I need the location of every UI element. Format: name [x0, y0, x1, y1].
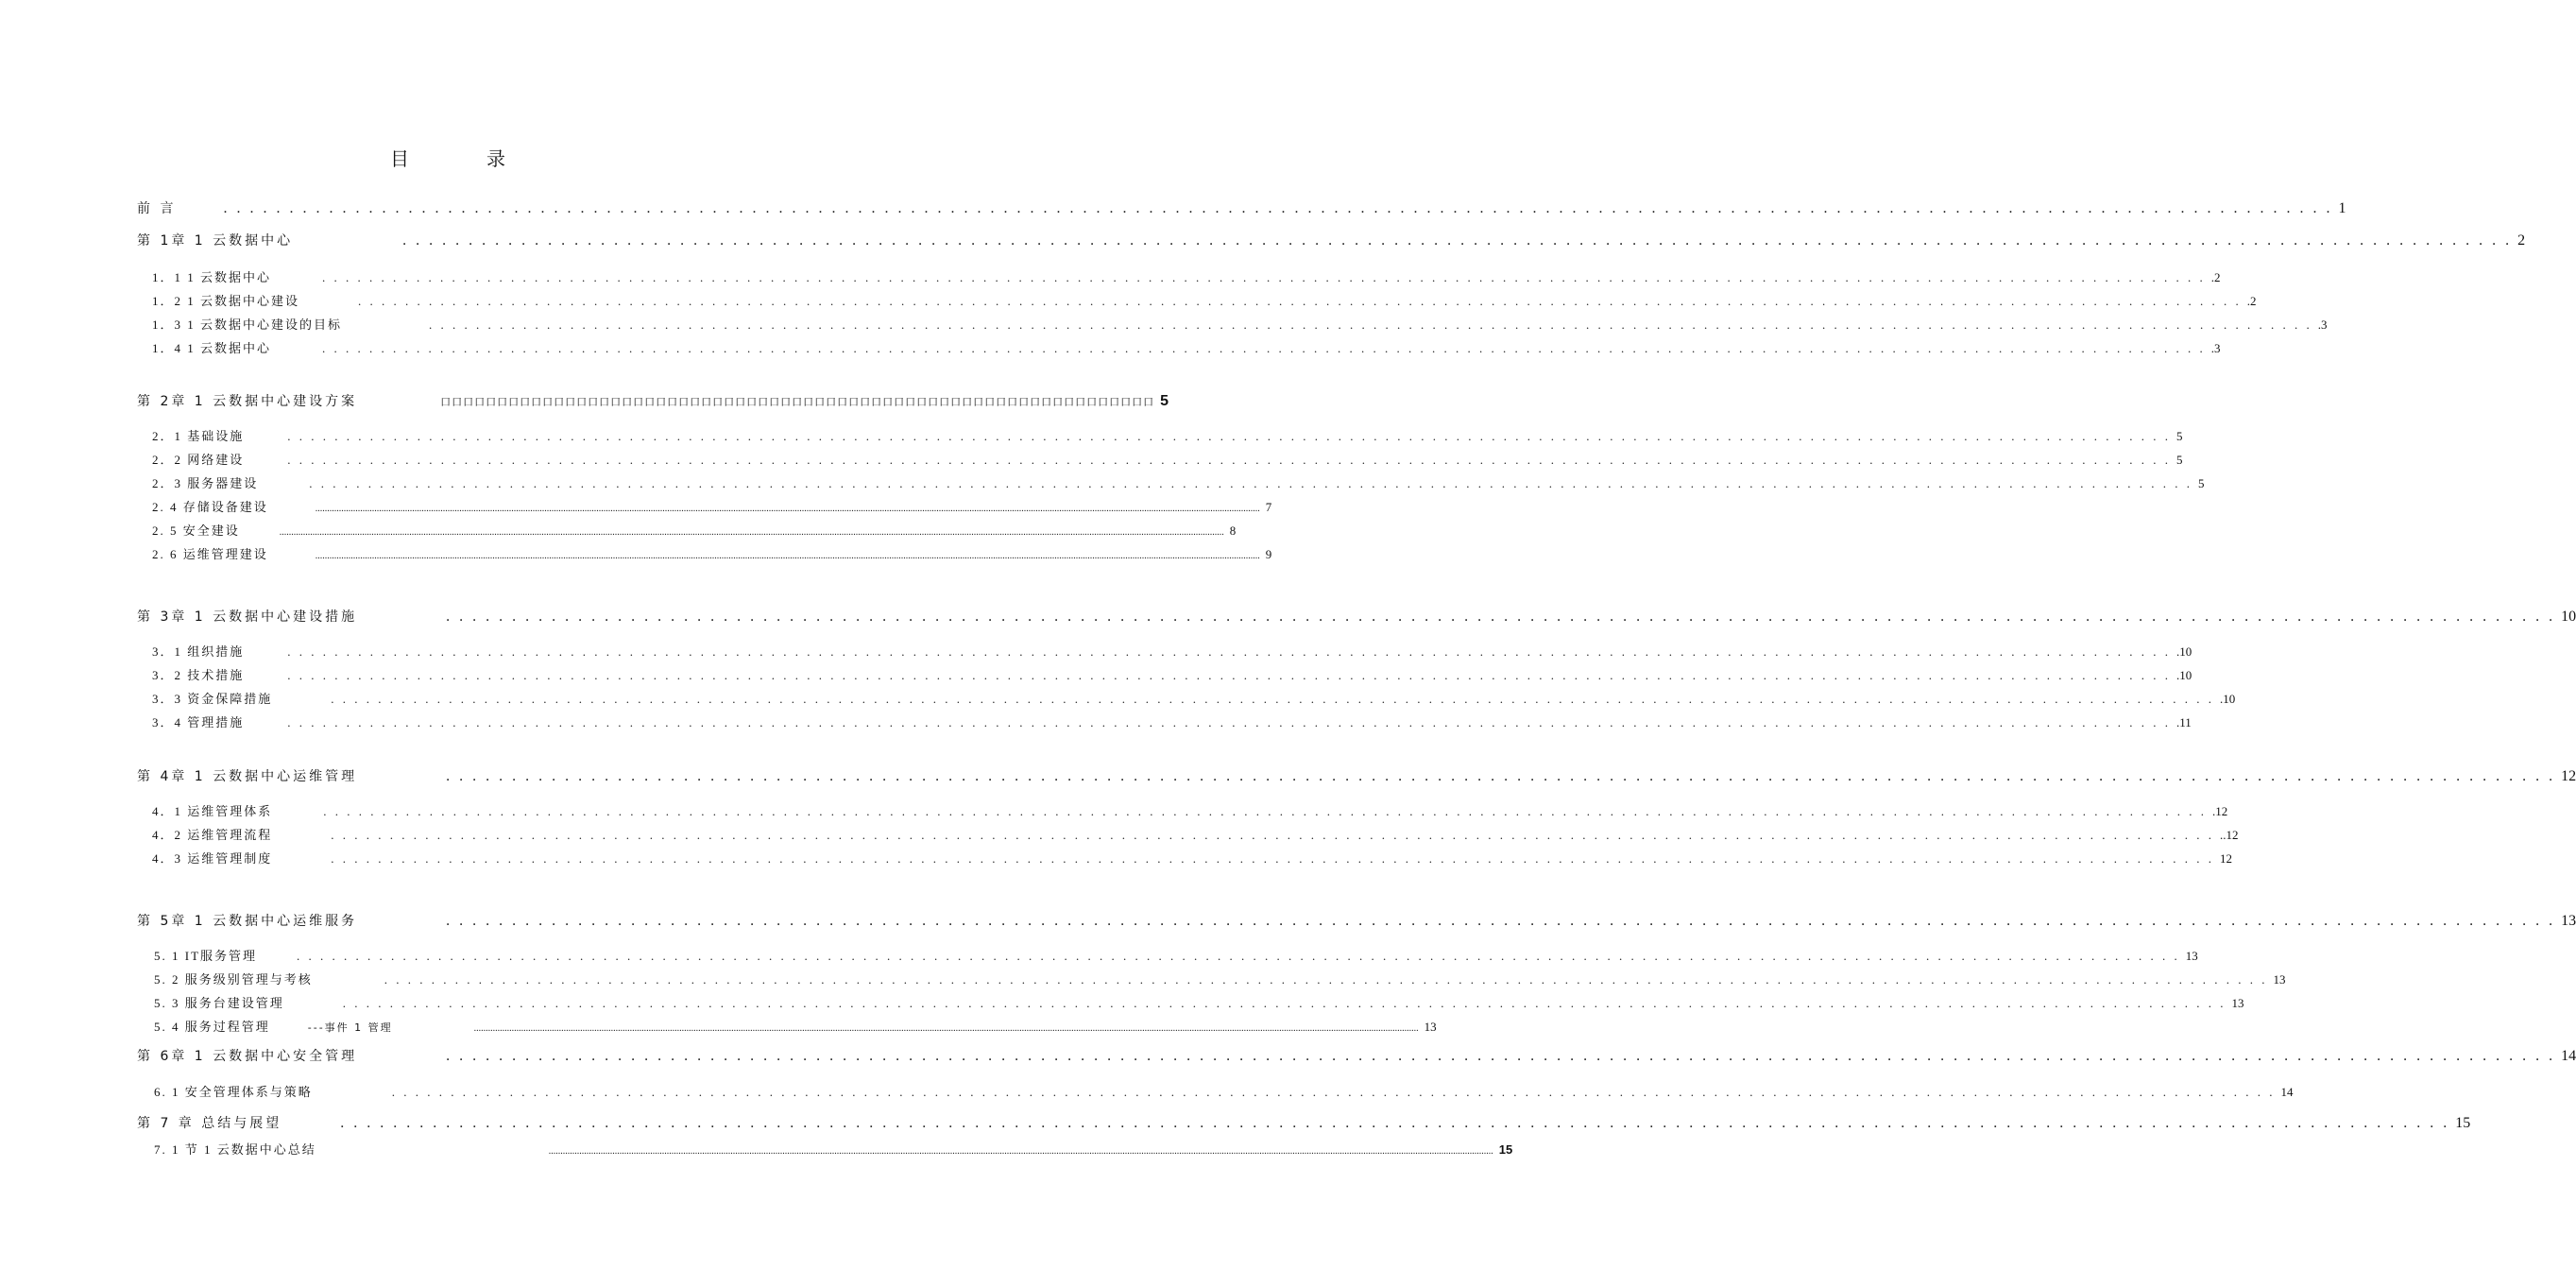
- toc-page-number: .2: [2246, 294, 2257, 308]
- toc-page-number: 13: [2231, 996, 2244, 1010]
- toc-section-entry[interactable]: [152, 825, 2239, 843]
- toc-section-entry[interactable]: [154, 1017, 1437, 1035]
- toc-leader-dots: 口口口口口口口口口口口口口口口口口口口口口口口口口口口口口口口口口口口口口口口口口口口口口口口口口口口口口口口口口口口口口口口: [440, 397, 1155, 408]
- toc-page-number: 5: [1160, 393, 1169, 409]
- toc-entry-label: 2. 5 安全建设: [152, 523, 240, 538]
- toc-entry-label: 4．3 运维管理制度: [152, 851, 273, 866]
- toc-page-number: 15: [1498, 1142, 1513, 1157]
- toc-leader-dots: ................................................................................................................................................................................................................................................................................................................................................................................................................: [473, 1023, 1419, 1034]
- toc-entry-label: 2．1 基础设施: [152, 429, 245, 443]
- toc-leader-dots: . . . . . . . . . . . . . . . . . . . . . . . . . . . . . . . . . . . . . . . . . . . . . . . . . . . . . . . . . . . . . . . . . . . . . . . . . . . . . . . . . . . . . . . . . . . . . . . . . . . . . . . . . . . . . . . . . . . . . . . . . . . . . . . . . . . . . . . . . . . . . . . . . . . . . . . . . . . . . . . .: [331, 692, 2215, 706]
- toc-entry-sublabel: ---事件 1 管理: [307, 1021, 393, 1034]
- toc-leader-dots: ................................................................................................................................................................................................................................................................................................................................................................................................................: [315, 551, 1260, 561]
- toc-section-entry[interactable]: [152, 801, 2228, 819]
- toc-section-entry[interactable]: [152, 315, 2328, 333]
- toc-entry-label: 6. 1 安全管理体系与策略: [154, 1085, 313, 1099]
- toc-leader-dots: ................................................................................................................................................................................................................................................................................................................................................................................................................: [548, 1146, 1493, 1157]
- toc-page-number: 5: [2176, 429, 2183, 443]
- toc-section-entry[interactable]: [152, 849, 2233, 867]
- toc-page-number: 14: [2280, 1085, 2294, 1099]
- toc-leader-dots: . . . . . . . . . . . . . . . . . . . . . . . . . . . . . . . . . . . . . . . . . . . . . . . . . . . . . . . . . . . . . . . . . . . . . . . . . . . . . . . . . . . . . . . . . . . . . . . . . . . . . . . . . . . . . . . . . . . . . . . . . . . . . . . . . . . . . . . . . . . . . . . . . . . . . . . . . . . . . . . .: [429, 318, 2312, 332]
- toc-page-number: 9: [1265, 547, 1272, 561]
- toc-section-entry[interactable]: [152, 689, 2236, 707]
- toc-leader-dots: ................................................................................................................................................................................................................................................................................................................................................................................................................: [279, 527, 1224, 538]
- toc-leader-dots: . . . . . . . . . . . . . . . . . . . . . . . . . . . . . . . . . . . . . . . . . . . . . . . . . . . . . . . . . . . . . . . . . . . . . . . . . . . . . . . . . . . . . . . . . . . . . . . . . . . . . . . . . . . . . . . . . . . . . . . . . . . . . . . . . . . . . . . . . . . . . . . . . . . . . . . . . . . . . . . .: [287, 715, 2172, 729]
- toc-section-entry[interactable]: [152, 665, 2192, 683]
- toc-entry-label: 4．1 运维管理体系: [152, 804, 273, 818]
- toc-entry-label: 前 言: [137, 201, 177, 216]
- toc-entry-label: 第 1章 1 云数据中心: [137, 233, 294, 249]
- toc-section-entry[interactable]: [154, 946, 2198, 964]
- toc-entry-label: 3．4 管理措施: [152, 715, 245, 729]
- toc-page-number: 12: [2561, 768, 2576, 784]
- toc-section-entry[interactable]: [152, 473, 2205, 491]
- toc-page-number: 7: [1265, 500, 1272, 514]
- toc-entry-label: 第 2章 1 云数据中心建设方案: [137, 394, 358, 409]
- toc-leader-dots: . . . . . . . . . . . . . . . . . . . . . . . . . . . . . . . . . . . . . . . . . . . . . . . . . . . . . . . . . . . . . . . . . . . . . . . . . . . . . . . . . . . . . . . . . . . . . . . . . . . . . . . . . . . . . . . . . . . . . . . . . . . . . . . . . . . . . . . . . . . . . . . . . . . . . . . . . . . . . . . .: [322, 341, 2206, 355]
- toc-entry-label: 第 4章 1 云数据中心运维管理: [137, 769, 358, 784]
- toc-page-number: .2: [2210, 270, 2221, 284]
- toc-entry-label: 4．2 运维管理流程: [152, 828, 273, 842]
- toc-page-number: 12: [2220, 851, 2233, 866]
- toc-entry-label: 3．2 技术措施: [152, 668, 245, 682]
- toc-section-entry[interactable]: [152, 544, 1272, 562]
- toc-entry-label: 1．3 1 云数据中心建设的目标: [152, 318, 343, 332]
- toc-entry-label: 3．1 组织措施: [152, 644, 245, 659]
- toc-leader-dots: . . . . . . . . . . . . . . . . . . . . . . . . . . . . . . . . . . . . . . . . . . . . . . . . . . . . . . . . . . . . . . . . . . . . . . . . . . . . . . . . . . . . . . . . . . . . . . . . . . . . . . . . . . . . . . . . . . . . . . . . . . . . . . . . . . . . . . . . . . . . . . . . . . . . . . . . . . . . . . . .: [340, 1115, 2450, 1131]
- toc-leader-dots: . . . . . . . . . . . . . . . . . . . . . . . . . . . . . . . . . . . . . . . . . . . . . . . . . . . . . . . . . . . . . . . . . . . . . . . . . . . . . . . . . . . . . . . . . . . . . . . . . . . . . . . . . . . . . . . . . . . . . . . . . . . . . . . . . . . . . . . . . . . . . . . . . . . . . . . . . . . . . . . .: [342, 996, 2226, 1010]
- toc-section-entry[interactable]: [152, 521, 1237, 539]
- toc-leader-dots: . . . . . . . . . . . . . . . . . . . . . . . . . . . . . . . . . . . . . . . . . . . . . . . . . . . . . . . . . . . . . . . . . . . . . . . . . . . . . . . . . . . . . . . . . . . . . . . . . . . . . . . . . . . . . . . . . . . . . . . . . . . . . . . . . . . . . . . . . . . . . . . . . . . . . . . . . . . . . . . .: [287, 429, 2172, 443]
- toc-leader-dots: . . . . . . . . . . . . . . . . . . . . . . . . . . . . . . . . . . . . . . . . . . . . . . . . . . . . . . . . . . . . . . . . . . . . . . . . . . . . . . . . . . . . . . . . . . . . . . . . . . . . . . . . . . . . . . . . . . . . . . . . . . . . . . . . . . . . . . . . . . . . . . . . . . . . . . . . . . . . . . . .: [358, 294, 2242, 308]
- toc-entry-label: 1．4 1 云数据中心: [152, 341, 272, 355]
- toc-page-number: 8: [1229, 523, 1237, 538]
- toc-page-number: 13: [1424, 1020, 1437, 1034]
- toc-page-number: .11: [2176, 715, 2192, 729]
- toc-leader-dots: . . . . . . . . . . . . . . . . . . . . . . . . . . . . . . . . . . . . . . . . . . . . . . . . . . . . . . . . . . . . . . . . . . . . . . . . . . . . . . . . . . . . . . . . . . . . . . . . . . . . . . . . . . . . . . . . . . . . . . . . . . . . . . . . . . . . . . . . . . . . . . . . . . . . . . . . . . . . . . . .: [309, 476, 2193, 490]
- toc-section-entry[interactable]: [154, 993, 2244, 1011]
- toc-leader-dots: . . . . . . . . . . . . . . . . . . . . . . . . . . . . . . . . . . . . . . . . . . . . . . . . . . . . . . . . . . . . . . . . . . . . . . . . . . . . . . . . . . . . . . . . . . . . . . . . . . . . . . . . . . . . . . . . . . . . . . . . . . . . . . . . . . . . . . . . . . . . . . . . . . . . . . . . . . . . . . . .: [446, 609, 2556, 625]
- toc-entry-label: 第 3章 1 云数据中心建设措施: [137, 609, 358, 625]
- toc-leader-dots: ................................................................................................................................................................................................................................................................................................................................................................................................................: [315, 504, 1260, 514]
- toc-page-number: ..12: [2220, 828, 2239, 842]
- toc-page-number: .3: [2210, 341, 2221, 355]
- toc-page-number: 13: [2561, 913, 2576, 929]
- toc-page-number: 13: [2185, 949, 2198, 963]
- toc-entry-label: 2. 4 存储设备建设: [152, 500, 268, 514]
- toc-entry-label: 5. 2 服务级别管理与考核: [154, 972, 313, 987]
- toc-page-number: 5: [2176, 453, 2183, 467]
- toc-chapter-entry[interactable]: [137, 911, 2576, 930]
- toc-section-entry[interactable]: [152, 497, 1272, 515]
- toc-entry-label: 2. 6 运维管理建设: [152, 547, 268, 561]
- toc-leader-dots: . . . . . . . . . . . . . . . . . . . . . . . . . . . . . . . . . . . . . . . . . . . . . . . . . . . . . . . . . . . . . . . . . . . . . . . . . . . . . . . . . . . . . . . . . . . . . . . . . . . . . . . . . . . . . . . . . . . . . . . . . . . . . . . . . . . . . . . . . . . . . . . . . . . . . . . . . . . . . . . .: [331, 828, 2215, 842]
- toc-entry-label: 3．3 资金保障措施: [152, 692, 273, 706]
- toc-chapter-entry[interactable]: [137, 391, 1169, 410]
- toc-entry-label: 7. 1 节 1 云数据中心总结: [154, 1142, 316, 1157]
- toc-page-number: .10: [2176, 668, 2192, 682]
- toc-page-number: 10: [2561, 609, 2576, 625]
- toc-entry-label: 5. 4 服务过程管理: [154, 1020, 270, 1034]
- toc-section-entry[interactable]: [154, 1082, 2294, 1100]
- toc-section-entry[interactable]: [152, 426, 2183, 444]
- toc-page-number: .3: [2317, 318, 2328, 332]
- toc-page-number: 1: [2338, 200, 2346, 216]
- toc-entry-label: 2．2 网络建设: [152, 453, 245, 467]
- toc-leader-dots: . . . . . . . . . . . . . . . . . . . . . . . . . . . . . . . . . . . . . . . . . . . . . . . . . . . . . . . . . . . . . . . . . . . . . . . . . . . . . . . . . . . . . . . . . . . . . . . . . . . . . . . . . . . . . . . . . . . . . . . . . . . . . . . . . . . . . . . . . . . . . . . . . . . . . . . . . . . . . . . .: [384, 972, 2268, 987]
- toc-leader-dots: . . . . . . . . . . . . . . . . . . . . . . . . . . . . . . . . . . . . . . . . . . . . . . . . . . . . . . . . . . . . . . . . . . . . . . . . . . . . . . . . . . . . . . . . . . . . . . . . . . . . . . . . . . . . . . . . . . . . . . . . . . . . . . . . . . . . . . . . . . . . . . . . . . . . . . . . . . . . . . . .: [391, 1085, 2276, 1099]
- toc-entry-label: 5. 3 服务台建设管理: [154, 996, 284, 1010]
- toc-section-entry[interactable]: [152, 712, 2192, 730]
- toc-page-number: 5: [2198, 476, 2205, 490]
- toc-leader-dots: . . . . . . . . . . . . . . . . . . . . . . . . . . . . . . . . . . . . . . . . . . . . . . . . . . . . . . . . . . . . . . . . . . . . . . . . . . . . . . . . . . . . . . . . . . . . . . . . . . . . . . . . . . . . . . . . . . . . . . . . . . . . . . . . . . . . . . . . . . . . . . . . . . . . . . . . . . . . . . . .: [322, 270, 2206, 284]
- toc-page-number: 2: [2517, 232, 2526, 249]
- toc-section-entry[interactable]: [152, 450, 2183, 468]
- toc-leader-dots: . . . . . . . . . . . . . . . . . . . . . . . . . . . . . . . . . . . . . . . . . . . . . . . . . . . . . . . . . . . . . . . . . . . . . . . . . . . . . . . . . . . . . . . . . . . . . . . . . . . . . . . . . . . . . . . . . . . . . . . . . . . . . . . . . . . . . . . . . . . . . . . . . . . . . . . . . . . . . . . .: [297, 949, 2180, 963]
- toc-chapter-entry[interactable]: [137, 1046, 2576, 1065]
- toc-chapter-entry[interactable]: [137, 607, 2576, 626]
- toc-entry-label: 5. 1 IT服务管理: [154, 949, 258, 963]
- toc-leader-dots: . . . . . . . . . . . . . . . . . . . . . . . . . . . . . . . . . . . . . . . . . . . . . . . . . . . . . . . . . . . . . . . . . . . . . . . . . . . . . . . . . . . . . . . . . . . . . . . . . . . . . . . . . . . . . . . . . . . . . . . . . . . . . . . . . . . . . . . . . . . . . . . . . . . . . . . . . . . . . . . .: [446, 1048, 2556, 1064]
- toc-leader-dots: . . . . . . . . . . . . . . . . . . . . . . . . . . . . . . . . . . . . . . . . . . . . . . . . . . . . . . . . . . . . . . . . . . . . . . . . . . . . . . . . . . . . . . . . . . . . . . . . . . . . . . . . . . . . . . . . . . . . . . . . . . . . . . . . . . . . . . . . . . . . . . . . . . . . . . . . . . . . . . . .: [331, 851, 2215, 866]
- toc-page-number: .10: [2220, 692, 2236, 706]
- toc-leader-dots: . . . . . . . . . . . . . . . . . . . . . . . . . . . . . . . . . . . . . . . . . . . . . . . . . . . . . . . . . . . . . . . . . . . . . . . . . . . . . . . . . . . . . . . . . . . . . . . . . . . . . . . . . . . . . . . . . . . . . . . . . . . . . . . . . . . . . . . . . . . . . . . . . . . . . . . . . . . . . . . .: [287, 644, 2172, 659]
- toc-entry-label: 第 7 章 总结与展望: [137, 1116, 282, 1131]
- toc-page-number: 15: [2455, 1115, 2471, 1131]
- toc-section-entry[interactable]: [154, 1140, 1513, 1158]
- toc-leader-dots: . . . . . . . . . . . . . . . . . . . . . . . . . . . . . . . . . . . . . . . . . . . . . . . . . . . . . . . . . . . . . . . . . . . . . . . . . . . . . . . . . . . . . . . . . . . . . . . . . . . . . . . . . . . . . . . . . . . . . . . . . . . . . . . . . . . . . . . . . . . . . . . . . . . . . . . . . . . . . . . .: [446, 913, 2556, 929]
- toc-title: [0, 144, 897, 171]
- toc-entry-label: 1．2 1 云数据中心建设: [152, 294, 300, 308]
- toc-title-left: 目: [390, 149, 411, 170]
- toc-entry-label: 第 5章 1 云数据中心运维服务: [137, 914, 358, 929]
- toc-leader-dots: . . . . . . . . . . . . . . . . . . . . . . . . . . . . . . . . . . . . . . . . . . . . . . . . . . . . . . . . . . . . . . . . . . . . . . . . . . . . . . . . . . . . . . . . . . . . . . . . . . . . . . . . . . . . . . . . . . . . . . . . . . . . . . . . . . . . . . . . . . . . . . . . . . . . . . . . . . . . . . . .: [223, 200, 2333, 216]
- toc-section-entry[interactable]: [152, 642, 2192, 660]
- toc-leader-dots: . . . . . . . . . . . . . . . . . . . . . . . . . . . . . . . . . . . . . . . . . . . . . . . . . . . . . . . . . . . . . . . . . . . . . . . . . . . . . . . . . . . . . . . . . . . . . . . . . . . . . . . . . . . . . . . . . . . . . . . . . . . . . . . . . . . . . . . . . . . . . . . . . . . . . . . . . . . . . . . .: [402, 232, 2513, 249]
- toc-entry-label: 第 6章 1 云数据中心安全管理: [137, 1049, 358, 1064]
- toc-leader-dots: . . . . . . . . . . . . . . . . . . . . . . . . . . . . . . . . . . . . . . . . . . . . . . . . . . . . . . . . . . . . . . . . . . . . . . . . . . . . . . . . . . . . . . . . . . . . . . . . . . . . . . . . . . . . . . . . . . . . . . . . . . . . . . . . . . . . . . . . . . . . . . . . . . . . . . . . . . . . . . . .: [323, 804, 2208, 818]
- toc-title-right: 录: [486, 149, 507, 170]
- toc-page-number: 13: [2273, 972, 2286, 987]
- toc-leader-dots: . . . . . . . . . . . . . . . . . . . . . . . . . . . . . . . . . . . . . . . . . . . . . . . . . . . . . . . . . . . . . . . . . . . . . . . . . . . . . . . . . . . . . . . . . . . . . . . . . . . . . . . . . . . . . . . . . . . . . . . . . . . . . . . . . . . . . . . . . . . . . . . . . . . . . . . . . . . . . . . .: [287, 453, 2172, 467]
- toc-page-number: 14: [2561, 1048, 2576, 1064]
- toc-section-entry[interactable]: [154, 970, 2286, 987]
- toc-chapter-entry[interactable]: [137, 231, 2526, 249]
- toc-entry-label: 1．1 1 云数据中心: [152, 270, 272, 284]
- toc-section-entry[interactable]: [152, 291, 2257, 309]
- toc-section-entry[interactable]: [152, 338, 2221, 356]
- toc-page-number: .10: [2176, 644, 2192, 659]
- toc-leader-dots: . . . . . . . . . . . . . . . . . . . . . . . . . . . . . . . . . . . . . . . . . . . . . . . . . . . . . . . . . . . . . . . . . . . . . . . . . . . . . . . . . . . . . . . . . . . . . . . . . . . . . . . . . . . . . . . . . . . . . . . . . . . . . . . . . . . . . . . . . . . . . . . . . . . . . . . . . . . . . . . .: [287, 668, 2172, 682]
- toc-page-number: .12: [2212, 804, 2228, 818]
- toc-chapter-entry[interactable]: [137, 766, 2576, 785]
- toc-chapter-entry[interactable]: [137, 1113, 2471, 1132]
- toc-chapter-entry[interactable]: [137, 198, 2346, 217]
- toc-leader-dots: . . . . . . . . . . . . . . . . . . . . . . . . . . . . . . . . . . . . . . . . . . . . . . . . . . . . . . . . . . . . . . . . . . . . . . . . . . . . . . . . . . . . . . . . . . . . . . . . . . . . . . . . . . . . . . . . . . . . . . . . . . . . . . . . . . . . . . . . . . . . . . . . . . . . . . . . . . . . . . . .: [446, 768, 2556, 784]
- toc-section-entry[interactable]: [152, 267, 2221, 285]
- toc-entry-label: 2．3 服务器建设: [152, 476, 259, 490]
